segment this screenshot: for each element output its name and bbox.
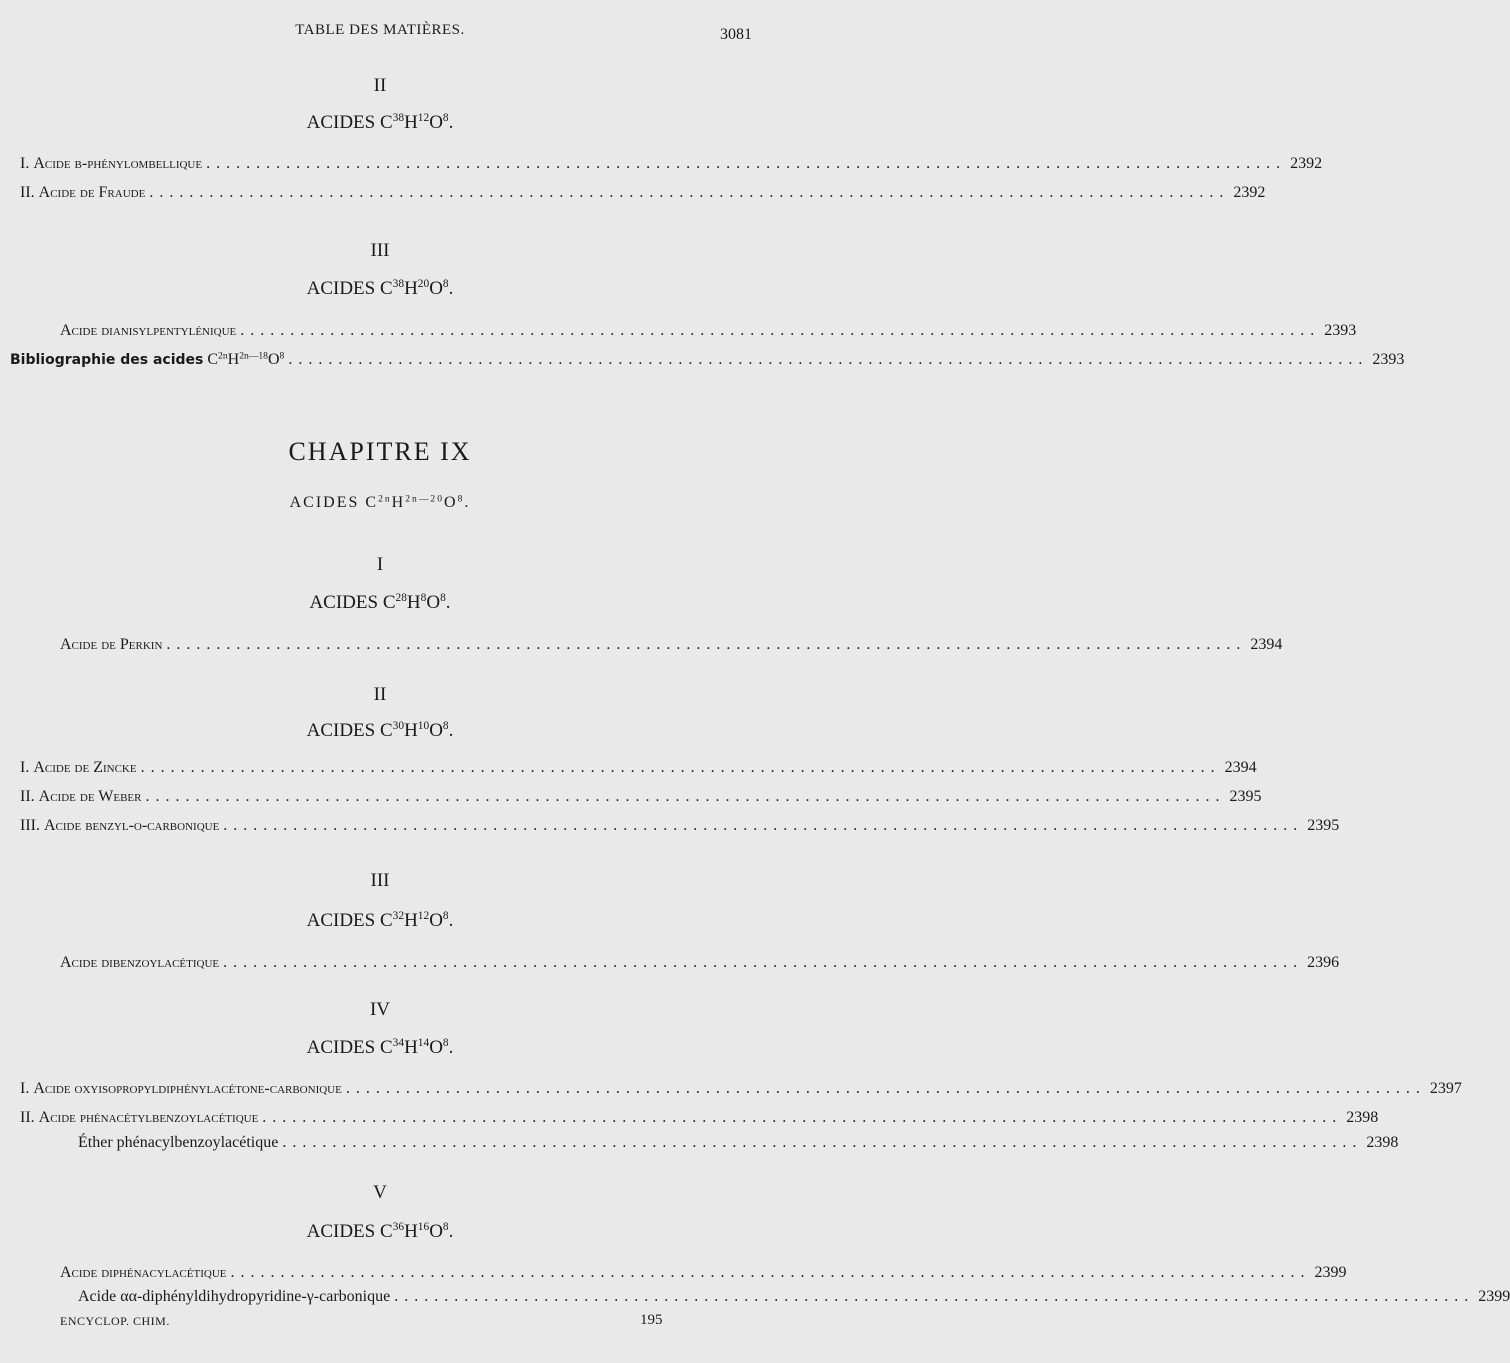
running-header-page-number: 3081 (720, 26, 752, 43)
section-roman: III (370, 240, 390, 261)
section-roman: II (373, 75, 387, 96)
section-roman: II (373, 684, 387, 705)
running-header-title: TABLE DES MATIÈRES. (295, 22, 465, 38)
toc-entry[interactable]: Acide diphénacylacétique ............................................................................................................ 2399 (60, 1264, 1347, 1281)
toc-entry[interactable]: I. Acide oxyisopropyldiphénylacétone-carbonique ............................................................................................................ 2397 (20, 1080, 1462, 1097)
section-heading: ACIDES $C^{30}H^{10}O^8$. (306, 720, 454, 741)
toc-entry[interactable]: II. Acide de Weber ............................................................................................................ 2395 (20, 788, 1262, 805)
chapter-title: CHAPITRE IX (288, 437, 472, 466)
toc-entry[interactable]: Acide dibenzoylacétique ............................................................................................................ 2396 (60, 954, 1340, 971)
section-heading: ACIDES $C^{38}H^{20}O^8$. (306, 278, 454, 299)
toc-entry[interactable]: II. Acide phénacétylbenzoylacétique ............................................................................................................ 2398 (20, 1109, 1379, 1126)
section-heading: ACIDES $C^{36}H^{16}O^8$. (306, 1221, 454, 1242)
toc-entry[interactable]: Acide dianisylpentylénique ............................................................................................................ 2393 (60, 322, 1357, 339)
toc-entry[interactable]: Éther phénacylbenzoylacétique ............................................................................................................ 2398 (78, 1134, 1399, 1151)
section-roman: III (370, 870, 390, 891)
toc-entry[interactable]: III. Acide benzyl-o-carbonique ............................................................................................................ 2395 (20, 817, 1340, 834)
toc-entry[interactable]: I. Acide β-phénylombellique ............................................................................................................ 2392 (20, 155, 1323, 172)
toc-entry[interactable]: Acide de Perkin ............................................................................................................ 2394 (60, 636, 1283, 653)
section-roman: IV (369, 999, 391, 1020)
toc-entry[interactable]: I. Acide de Zincke ............................................................................................................ 2394 (20, 759, 1257, 776)
section-heading: ACIDES $C^{28}H^8O^8$. (309, 592, 451, 613)
section-heading: ACIDES $C^{34}H^{14}O^8$. (306, 1037, 454, 1058)
toc-entry[interactable]: Acide αα-diphényldihydropyridine-γ-carbonique ............................................................................................................ 2399 (78, 1288, 1510, 1305)
footer-sheet-number: 195 (640, 1312, 663, 1328)
chapter-subheading: ACIDES $C^{2n}H^{2n—20}O^8$. (289, 493, 471, 511)
footer-signature: ENCYCLOP. CHIM. (60, 1314, 170, 1328)
section-roman: V (373, 1182, 387, 1203)
section-heading: ACIDES $C^{32}H^{12}O^8$. (306, 910, 454, 931)
section-heading: ACIDES $C^{38}H^{12}O^8$. (306, 112, 454, 133)
toc-entry[interactable]: II. Acide de Fraude ............................................................................................................ 2392 (20, 184, 1266, 201)
toc-entry-bibliography[interactable]: Bibliographie des acides $C^{2n}H^{2n—18}O^8$ ............................................................................................................ 2393 (10, 350, 1405, 368)
section-roman: I (376, 554, 384, 575)
